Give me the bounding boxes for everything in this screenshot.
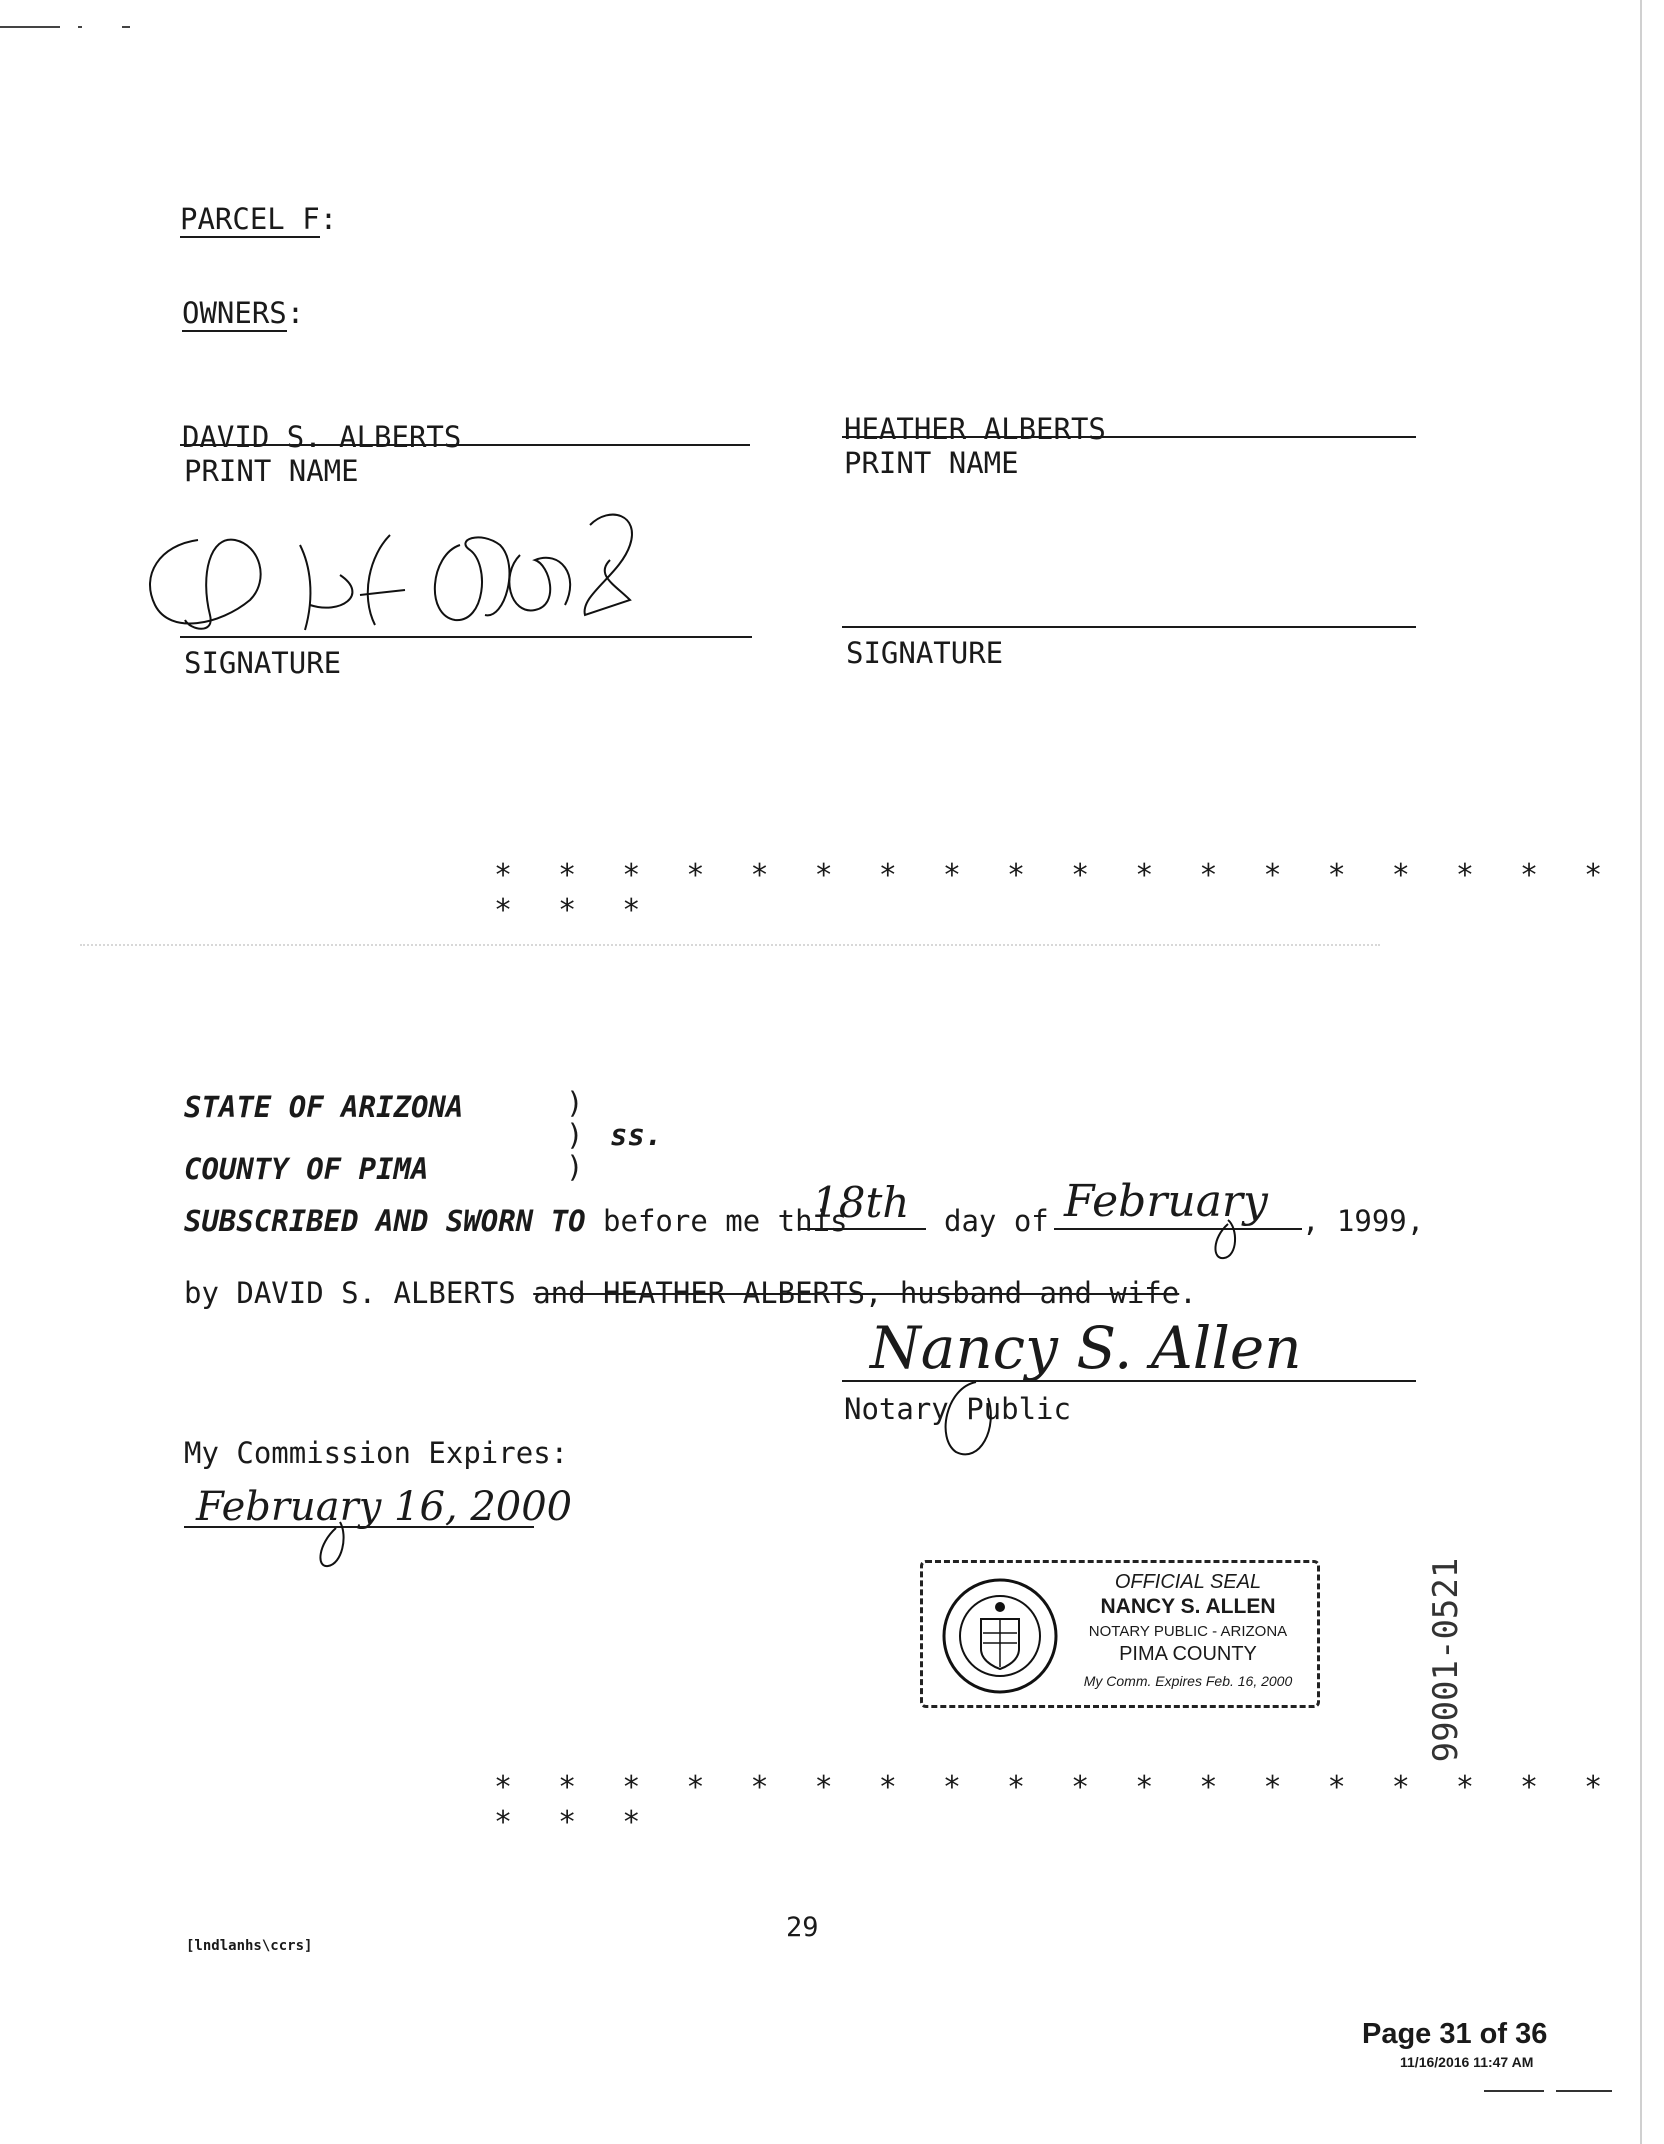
footer-file-ref: [lndlanhs\ccrs] [186,1938,313,1954]
venue-paren-1: ) [566,1086,584,1120]
notary-signature-loop [936,1378,1006,1458]
side-stamp: 99001-0521 [1426,1557,1466,1763]
oath-month-line [1054,1228,1302,1230]
oath-by-line [184,1276,1197,1310]
owner-left-name-line [180,444,750,446]
owner-left-signature-label: SIGNATURE [184,646,342,680]
owner-left-signature [140,505,660,640]
scan-mark [122,26,130,28]
scan-mark [0,26,60,28]
footer-rule-1 [1484,2090,1544,2092]
scan-mark [78,26,82,28]
oath-struck: and HEATHER ALBERTS, husband and wife [533,1276,1180,1310]
oath-day-of: day of [944,1204,1049,1238]
notary-signature: Nancy S. Allen [870,1314,1302,1382]
oath-year: , 1999, [1302,1204,1425,1238]
separator-stars-bottom: * * * * * * * * * * * * * * * * * * * * * [494,1770,1617,1840]
state-seal-icon [941,1577,1059,1695]
viewer-timestamp: 11/16/2016 11:47 AM [1400,2054,1534,2070]
oath-by: by DAVID S. ALBERTS [184,1276,516,1310]
oath-before: before me this [603,1204,848,1238]
commission-date-loop [314,1520,354,1570]
venue-county: COUNTY OF PIMA [184,1152,429,1186]
venue-state: STATE OF ARIZONA [184,1090,464,1124]
venue-paren-2: ) [566,1118,584,1152]
notary-label: Notary Public [844,1392,1071,1426]
owner-right-name-line [842,436,1416,438]
parcel-heading [180,202,337,236]
seal-county: PIMA COUNTY [1119,1643,1257,1665]
commission-label: My Commission Expires: [184,1436,569,1470]
owners-heading [182,296,304,330]
seal-name: NANCY S. ALLEN [1100,1595,1276,1618]
separator-stars: * * * * * * * * * * * * * * * * * * * * * [494,858,1617,928]
owner-left-print-label: PRINT NAME [184,454,359,488]
viewer-page-indicator: Page 31 of 36 [1362,2018,1548,2050]
oath-lead: SUBSCRIBED AND SWORN TO [184,1204,586,1238]
oath-day-handwritten: 18th [812,1178,910,1227]
oath-day-line [798,1228,926,1230]
owner-left-signature-line [180,636,752,638]
footer-page-number: 29 [786,1912,819,1943]
parcel-label: PARCEL F [180,202,320,236]
owners-colon: : [286,296,305,330]
scan-fold-line [80,944,1380,946]
venue-paren-3: ) [566,1150,584,1184]
oath-month-handwritten: February [1064,1176,1268,1227]
owner-right-print-label: PRINT NAME [844,446,1019,480]
seal-expires: My Comm. Expires Feb. 16, 2000 [1083,1673,1293,1689]
owners-label: OWNERS [182,296,287,330]
notary-signature-line [842,1380,1416,1382]
owner-right-signature-label: SIGNATURE [846,636,1004,670]
oath-month-loop [1208,1218,1248,1262]
oath-end: . [1179,1276,1197,1310]
owner-left-name: DAVID S. ALBERTS [182,420,462,454]
venue-ss: ss. [610,1118,663,1152]
owner-right-signature-line [842,626,1416,628]
seal-title: OFFICIAL SEAL [1114,1571,1262,1593]
commission-date-line [184,1526,534,1528]
scan-edge [1640,0,1642,2144]
oath-line [184,1204,847,1238]
owner-right-name: HEATHER ALBERTS [844,412,1106,446]
footer-rule-2 [1556,2090,1612,2092]
official-seal-stamp [920,1560,1320,1708]
seal-role: NOTARY PUBLIC - ARIZONA [1088,1623,1288,1640]
commission-date-handwritten: February 16, 2000 [196,1484,573,1530]
parcel-colon: : [319,202,338,236]
